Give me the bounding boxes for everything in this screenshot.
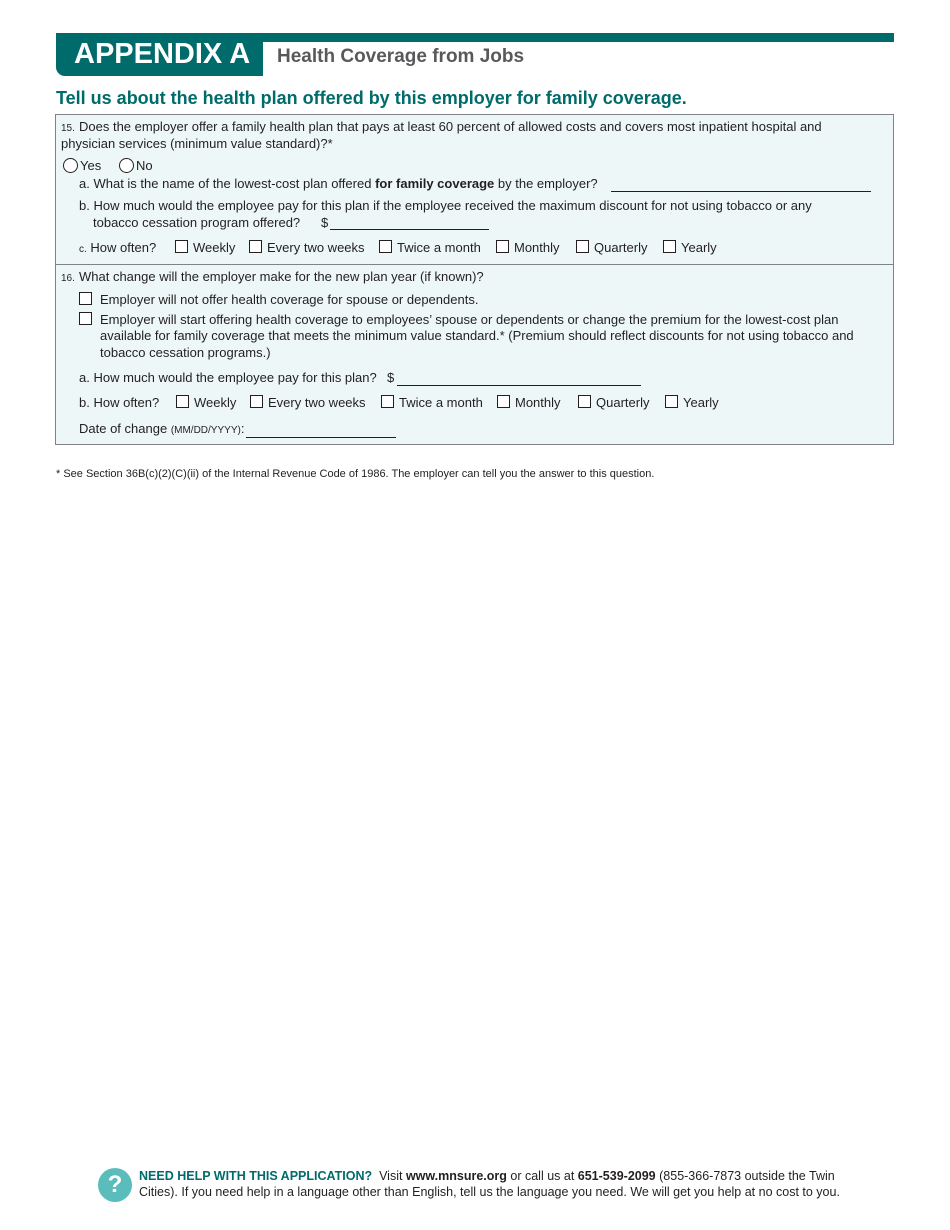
q15c-yearly-label: Yearly: [681, 240, 717, 255]
q16b-twice-a-month-label: Twice a month: [399, 395, 483, 410]
q15b-currency: $: [321, 215, 329, 230]
q16a-currency: $: [387, 370, 395, 385]
q16-option1-label: Employer will not offer health coverage for spouse or dependents.: [100, 292, 479, 307]
q16b-monthly-label: Monthly: [515, 395, 561, 410]
q15-no-radio[interactable]: [119, 158, 134, 173]
q15c-twice-a-month-label: Twice a month: [397, 240, 481, 255]
q15c-question: c. How often?: [79, 240, 157, 255]
header-rule: [262, 33, 894, 42]
q16b-quarterly-checkbox[interactable]: [578, 395, 591, 408]
q16-option2-checkbox[interactable]: [79, 312, 92, 325]
q16b-question: b. How often?: [79, 395, 160, 410]
q15b-question-line1: b. How much would the employee pay for this plan if the employee received the maximum discount for not using tobacco or any: [79, 198, 812, 213]
q15c-yearly-checkbox[interactable]: [663, 240, 676, 253]
q16b-every-two-weeks-label: Every two weeks: [268, 395, 366, 410]
q16b-yearly-checkbox[interactable]: [665, 395, 678, 408]
help-text: NEED HELP WITH THIS APPLICATION? Visit www.mnsure.org or call us at 651-539-2099 (855-366-7873 outside the Twin Cities). If you need help in a language other than English, tell us the language you need. We will get you help at no cost to you.: [139, 1169, 840, 1199]
q15c-twice-a-month-checkbox[interactable]: [379, 240, 392, 253]
q15c-quarterly-label: Quarterly: [594, 240, 648, 255]
q15-yes-label: Yes: [80, 158, 102, 173]
help-phone: 651-539-2099: [577, 1169, 656, 1183]
q16b-yearly-label: Yearly: [683, 395, 719, 410]
q16-option1-checkbox[interactable]: [79, 292, 92, 305]
q15c-monthly-label: Monthly: [514, 240, 560, 255]
q16-option2-line1: Employer will start offering health coverage to employees’ spouse or dependents or change the premium for the lowest-cost plan: [100, 312, 839, 327]
q16-option2-line3: tobacco cessation programs.): [100, 345, 271, 360]
q16-text: What change will the employer make for the new plan year (if known)?: [79, 269, 484, 284]
q16a-amount-field[interactable]: [397, 385, 641, 386]
help-question-icon: ?: [98, 1168, 132, 1202]
q15a-question: a. What is the name of the lowest-cost plan offered for family coverage by the employer?: [79, 176, 598, 191]
q15c-every-two-weeks-label: Every two weeks: [267, 240, 365, 255]
q15-text-line1: Does the employer offer a family health plan that pays at least 60 percent of allowed costs and covers most inpatient hospital and: [79, 119, 822, 134]
q16-date-label: Date of change (MM/DD/YYYY):: [79, 421, 245, 436]
q15c-monthly-checkbox[interactable]: [496, 240, 509, 253]
q16b-every-two-weeks-checkbox[interactable]: [250, 395, 263, 408]
q15c-weekly-label: Weekly: [193, 240, 236, 255]
q16a-question: a. How much would the employee pay for this plan?: [79, 370, 377, 385]
q15a-plan-name-field[interactable]: [611, 191, 871, 192]
q15-number: 15.: [61, 123, 75, 134]
q15c-weekly-checkbox[interactable]: [175, 240, 188, 253]
q16-date-field[interactable]: [246, 437, 396, 438]
section-heading: Tell us about the health plan offered by this employer for family coverage.: [56, 88, 687, 108]
q15-no-label: No: [136, 158, 153, 173]
q16b-weekly-checkbox[interactable]: [176, 395, 189, 408]
q16b-monthly-checkbox[interactable]: [497, 395, 510, 408]
q16-option2-line2: available for family coverage that meets the minimum value standard.* (Premium should reflect discounts for not using tobacco and: [100, 328, 854, 343]
q15-yes-radio[interactable]: [63, 158, 78, 173]
page-subtitle: Health Coverage from Jobs: [277, 46, 525, 67]
appendix-tab: APPENDIX A: [56, 33, 263, 76]
q16-number: 16.: [61, 273, 75, 284]
footnote: * See Section 36B(c)(2)(C)(ii) of the Internal Revenue Code of 1986. The employer can tell you the answer to this question.: [56, 468, 655, 480]
q15c-every-two-weeks-checkbox[interactable]: [249, 240, 262, 253]
q15-text-line2: physician services (minimum value standard)?*: [61, 136, 333, 151]
q15c-quarterly-checkbox[interactable]: [576, 240, 589, 253]
help-url-link[interactable]: www.mnsure.org: [405, 1169, 507, 1183]
q15b-amount-field[interactable]: [330, 229, 489, 230]
q16b-twice-a-month-checkbox[interactable]: [381, 395, 394, 408]
q15b-question-line2: tobacco cessation program offered?: [93, 215, 301, 230]
q16b-weekly-label: Weekly: [194, 395, 237, 410]
q16b-quarterly-label: Quarterly: [596, 395, 650, 410]
